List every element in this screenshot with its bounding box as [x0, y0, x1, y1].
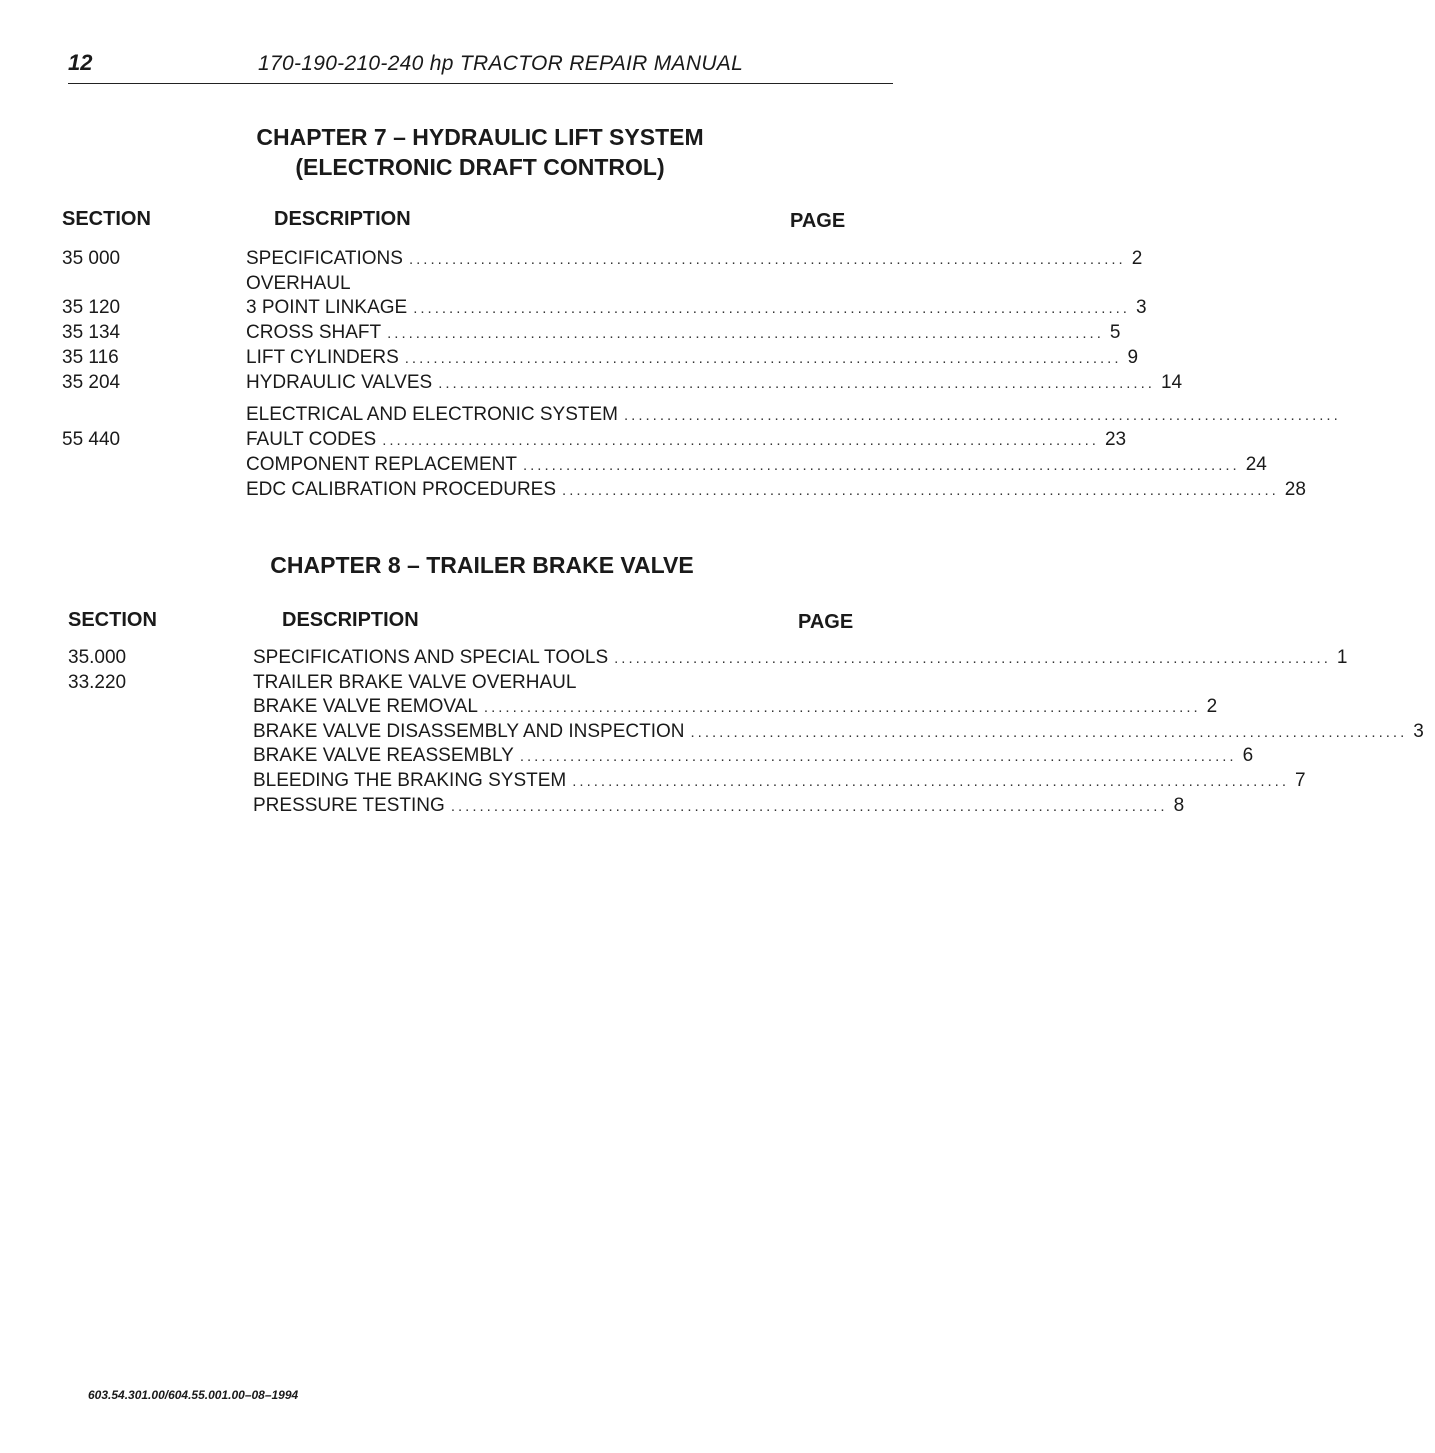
manual-title: 170-190-210-240 hp TRACTOR REPAIR MANUAL — [258, 52, 744, 75]
ch8-section-number: 35.000 — [68, 647, 127, 668]
toc-entry-page: 28 — [1284, 479, 1306, 500]
ch8-toc-entry — [253, 696, 1218, 718]
ch8-section-number: 33.220 — [68, 672, 127, 693]
toc-entry-label: TRAILER BRAKE VALVE OVERHAUL — [253, 672, 577, 693]
dot-leader: .................................................................................................... — [413, 300, 1130, 317]
toc-entry-page: 7 — [1294, 770, 1306, 791]
ch7-section-number: 35 204 — [62, 372, 121, 393]
toc-entry-page: 24 — [1245, 454, 1267, 475]
ch7-description-header: DESCRIPTION — [274, 208, 411, 230]
ch8-section-header: SECTION — [68, 609, 157, 631]
ch7-section-number: 55 440 — [62, 429, 121, 450]
ch8-toc-entry — [253, 770, 1306, 792]
toc-entry-page: 5 — [1109, 322, 1121, 343]
document-code: 603.54.301.00/604.55.001.00–08–1994 — [88, 1388, 299, 1402]
ch7-section-number: 35 116 — [62, 347, 119, 368]
toc-entry-label: PRESSURE TESTING — [253, 795, 445, 816]
ch8-toc-entry — [253, 672, 829, 694]
dot-leader: .................................................................................................... — [562, 482, 1279, 499]
ch7-toc-entry — [246, 372, 1183, 394]
toc-entry-label: SPECIFICATIONS AND SPECIAL TOOLS — [253, 647, 609, 668]
toc-entry-page: 1 — [1336, 647, 1348, 668]
ch8-toc-entry — [253, 721, 1424, 743]
chapter-7-title-line1: CHAPTER 7 – HYDRAULIC LIFT SYSTEM — [256, 124, 704, 150]
toc-entry-page: 8 — [1173, 795, 1185, 816]
toc-entry-label: SPECIFICATIONS — [246, 248, 403, 269]
dot-leader: .................................................................................................... — [483, 699, 1201, 716]
toc-entry-label: ELECTRICAL AND ELECTRONIC SYSTEM — [246, 404, 618, 425]
toc-entry-page: 3 — [1413, 721, 1424, 742]
chapter-8-title — [232, 550, 732, 580]
ch7-toc-entry — [246, 404, 1341, 426]
chapter-7-title-line2: (ELECTRONIC DRAFT CONTROL) — [295, 154, 665, 180]
ch7-toc-entry — [246, 429, 1127, 451]
chapter-7-title — [230, 122, 730, 182]
dot-leader: .................................................................................................... — [522, 457, 1240, 474]
ch7-toc-entry — [246, 297, 1147, 319]
toc-entry-label: BRAKE VALVE REASSEMBLY — [253, 745, 514, 766]
dot-leader: .................................................................................................... — [438, 375, 1155, 392]
toc-entry-page: 23 — [1104, 429, 1127, 450]
toc-entry-label: LIFT CYLINDERS — [246, 347, 399, 368]
toc-entry-label: EDC CALIBRATION PROCEDURES — [246, 479, 557, 500]
dot-leader: .................................................................................................... — [382, 432, 1099, 449]
toc-entry-label: BRAKE VALVE DISASSEMBLY AND INSPECTION — [253, 721, 685, 742]
ch7-section-header: SECTION — [62, 208, 151, 230]
toc-entry-label: HYDRAULIC VALVES — [246, 372, 433, 393]
ch7-page-header: PAGE — [790, 210, 846, 232]
toc-entry-label: FAULT CODES — [246, 429, 377, 450]
ch7-section-number: 35 120 — [62, 297, 121, 318]
dot-leader: .................................................................................................... — [450, 798, 1168, 815]
toc-entry-page: 2 — [1131, 248, 1143, 269]
ch7-toc-entry — [246, 479, 1306, 501]
toc-entry-page: 9 — [1127, 347, 1139, 368]
toc-entry-label: BRAKE VALVE REMOVAL — [253, 696, 478, 717]
ch8-toc-entry — [253, 647, 1348, 669]
dot-leader: .................................................................................................... — [387, 325, 1104, 342]
dot-leader: .................................................................................................... — [572, 773, 1289, 790]
ch8-description-header: DESCRIPTION — [282, 609, 419, 631]
ch7-toc-entry — [246, 454, 1267, 476]
dot-leader: .................................................................................................... — [408, 251, 1126, 268]
ch8-page-header: PAGE — [798, 611, 854, 633]
toc-entry-page: 6 — [1242, 745, 1254, 766]
toc-entry-page: 14 — [1160, 372, 1183, 393]
dot-leader: .................................................................................................... — [614, 650, 1331, 667]
toc-entry-label: CROSS SHAFT — [246, 322, 382, 343]
toc-entry-label: 3 POINT LINKAGE — [246, 297, 408, 318]
ch8-toc-entry — [253, 795, 1185, 817]
toc-entry-label: OVERHAUL — [246, 273, 351, 294]
header-rule — [68, 83, 893, 84]
dot-leader: .................................................................................................... — [690, 724, 1408, 741]
toc-entry-page: 3 — [1135, 297, 1147, 318]
toc-entry-page: 2 — [1206, 696, 1218, 717]
toc-entry-label: COMPONENT REPLACEMENT — [246, 454, 517, 475]
ch7-toc-entry — [246, 248, 1143, 270]
ch7-section-number: 35 000 — [62, 248, 121, 269]
page-number: 12 — [68, 50, 93, 75]
dot-leader: .................................................................................................... — [404, 350, 1122, 367]
toc-entry-label: BLEEDING THE BRAKING SYSTEM — [253, 770, 567, 791]
ch7-toc-entry — [246, 322, 1121, 344]
ch8-toc-entry — [253, 745, 1254, 767]
ch7-section-number: 35 134 — [62, 322, 121, 343]
dot-leader: .................................................................................................... — [519, 748, 1237, 765]
ch7-toc-entry — [246, 273, 822, 295]
dot-leader: .................................................................................................... — [623, 407, 1341, 424]
chapter-8-title-line1: CHAPTER 8 – TRAILER BRAKE VALVE — [270, 552, 694, 578]
ch7-toc-entry — [246, 347, 1139, 369]
